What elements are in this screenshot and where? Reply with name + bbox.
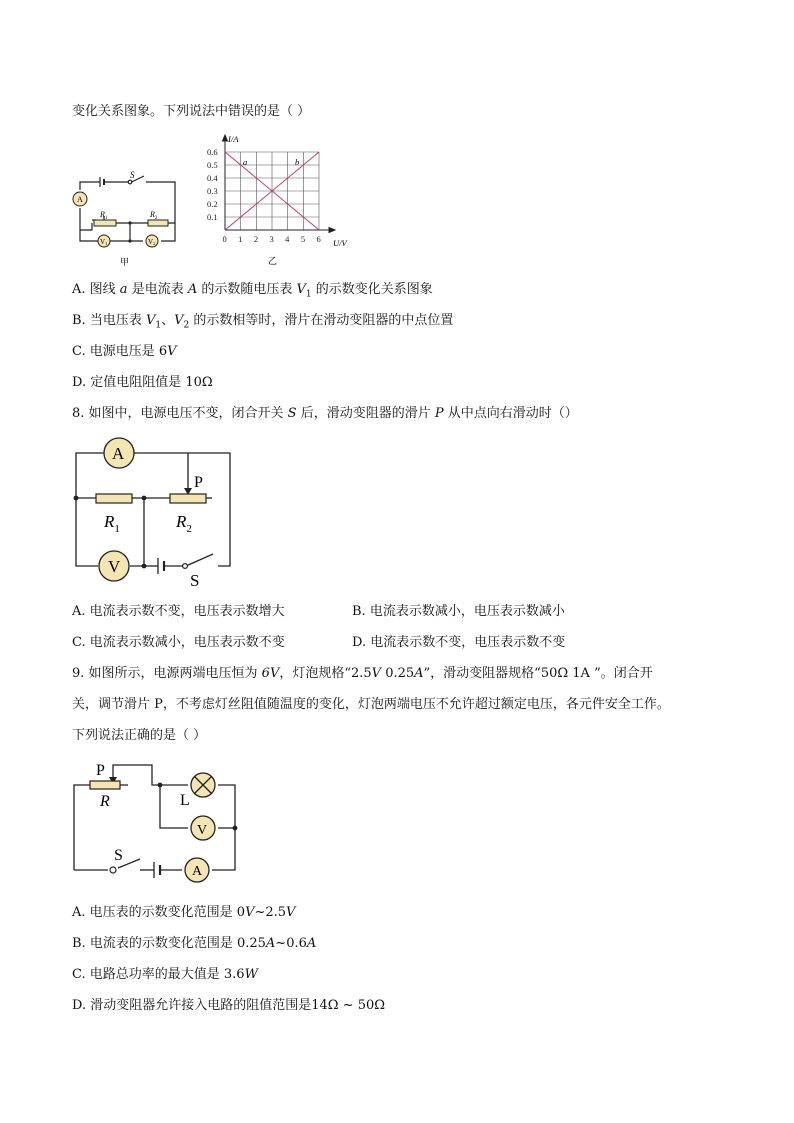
ammeter-label: A (77, 195, 83, 204)
q8-switch-label: S (190, 571, 200, 590)
y-tick-label: 0.6 (207, 147, 218, 157)
y-tick-label: 0.5 (207, 160, 218, 170)
figure-q9-circuit (70, 760, 245, 890)
q9-lamp-label: L (180, 792, 190, 809)
q8-r1-label: $R_1$ (104, 512, 120, 535)
y-tick-label: 0.1 (207, 212, 218, 222)
q8-p-label: P (194, 474, 203, 491)
q9-p-label: P (96, 762, 105, 779)
q8-r2-label: $R_2$ (176, 512, 192, 535)
q9-ammeter-label: A (192, 864, 203, 879)
figure-yi-caption: 乙 (268, 256, 278, 266)
v1-label: V1 (100, 238, 108, 246)
figure-jia-caption: 甲 (120, 257, 130, 267)
q9-switch-label: S (114, 847, 123, 864)
x-axis-label: U/V (333, 238, 347, 248)
q9-option-d[interactable]: D. 滑动变阻器允许接入电路的阻值范围是14Ω ~ 50Ω (72, 998, 386, 1013)
switch-label: S (130, 170, 135, 180)
x-tick-label: 2 (253, 234, 259, 244)
x-tick-label: 4 (285, 234, 290, 244)
r1-label: $R_1$ (100, 210, 108, 221)
q8-option-c[interactable]: C. 电流表示数减小，电压表示数不变 (72, 635, 285, 650)
q8-option-a[interactable]: A. 电流表示数不变，电压表示数增大 (72, 604, 285, 619)
x-tick-label: 1 (238, 234, 243, 244)
question-9-stem-line-2: 关，调节滑片 P，不考虑灯丝阻值随温度的变化，灯泡两端电压不允许超过额定电压，各元件安全工作。 (72, 697, 670, 712)
x-tick-label: 3 (269, 234, 274, 244)
x-tick-label: 5 (300, 234, 306, 244)
q7-option-c[interactable]: C. 电源电压是 6V (72, 344, 177, 359)
y-tick-label: 0.2 (207, 199, 218, 209)
line-b-label: b (295, 157, 300, 167)
y-tick-label: 0.3 (207, 186, 218, 196)
q7-option-b[interactable]: B. 当电压表 $V_1$、$V_2$ 的示数相等时，滑片在滑动变阻器的中点位置 (72, 313, 454, 331)
x-tick-label: 0 (222, 234, 227, 244)
line-a-label: a (243, 157, 248, 167)
question-9-stem-line-3: 下列说法正确的是（ ） (72, 728, 207, 743)
q9-option-c[interactable]: C. 电路总功率的最大值是 3.6W (72, 967, 258, 982)
q8-option-d[interactable]: D. 电流表示数不变，电压表示数不变 (352, 635, 566, 650)
q9-option-a[interactable]: A. 电压表的示数变化范围是 0V~2.5V (72, 905, 296, 920)
figure-q8-circuit (70, 436, 240, 591)
question-7-stem-tail: 变化关系图象。下列说法中错误的是（ ） (72, 104, 311, 119)
x-tick-label: 6 (316, 234, 321, 244)
q9-r-label: R (100, 793, 110, 810)
r2-label: $R_2$ (150, 210, 158, 221)
q9-option-b[interactable]: B. 电流表的示数变化范围是 0.25A~0.6A (72, 936, 317, 951)
y-tick-label: 0.4 (207, 173, 218, 183)
q8-ammeter-label: A (112, 444, 125, 463)
y-axis-arrow (223, 135, 228, 141)
question-9-stem-line-1: 9. 如图所示，电源两端电压恒为 6V，灯泡规格“2.5V 0.25A”，滑动变阻器规格“50Ω 1A ”。闭合开 (72, 666, 653, 681)
x-axis-arrow (329, 228, 335, 233)
q9-voltmeter-label: V (197, 823, 208, 838)
q8-option-b[interactable]: B. 电流表示数减小，电压表示数减小 (352, 604, 565, 619)
question-8-stem: 8. 如图中，电源电压不变，闭合开关 S 后，滑动变阻器的滑片 P 从中点向右滑动时（） (72, 406, 578, 421)
q8-voltmeter-label: V (108, 557, 121, 576)
q7-option-a[interactable]: A. 图线 a 是电流表 A 的示数随电压表 $V_1$ 的示数变化关系图象 (72, 282, 433, 300)
y-axis-label: I/A (228, 134, 239, 144)
v2-label: V2 (148, 238, 156, 246)
figure-yi-graph (205, 130, 355, 270)
q7-option-d[interactable]: D. 定值电阻阻值是 10Ω (72, 375, 213, 390)
figure-jia-circuit (70, 172, 185, 267)
